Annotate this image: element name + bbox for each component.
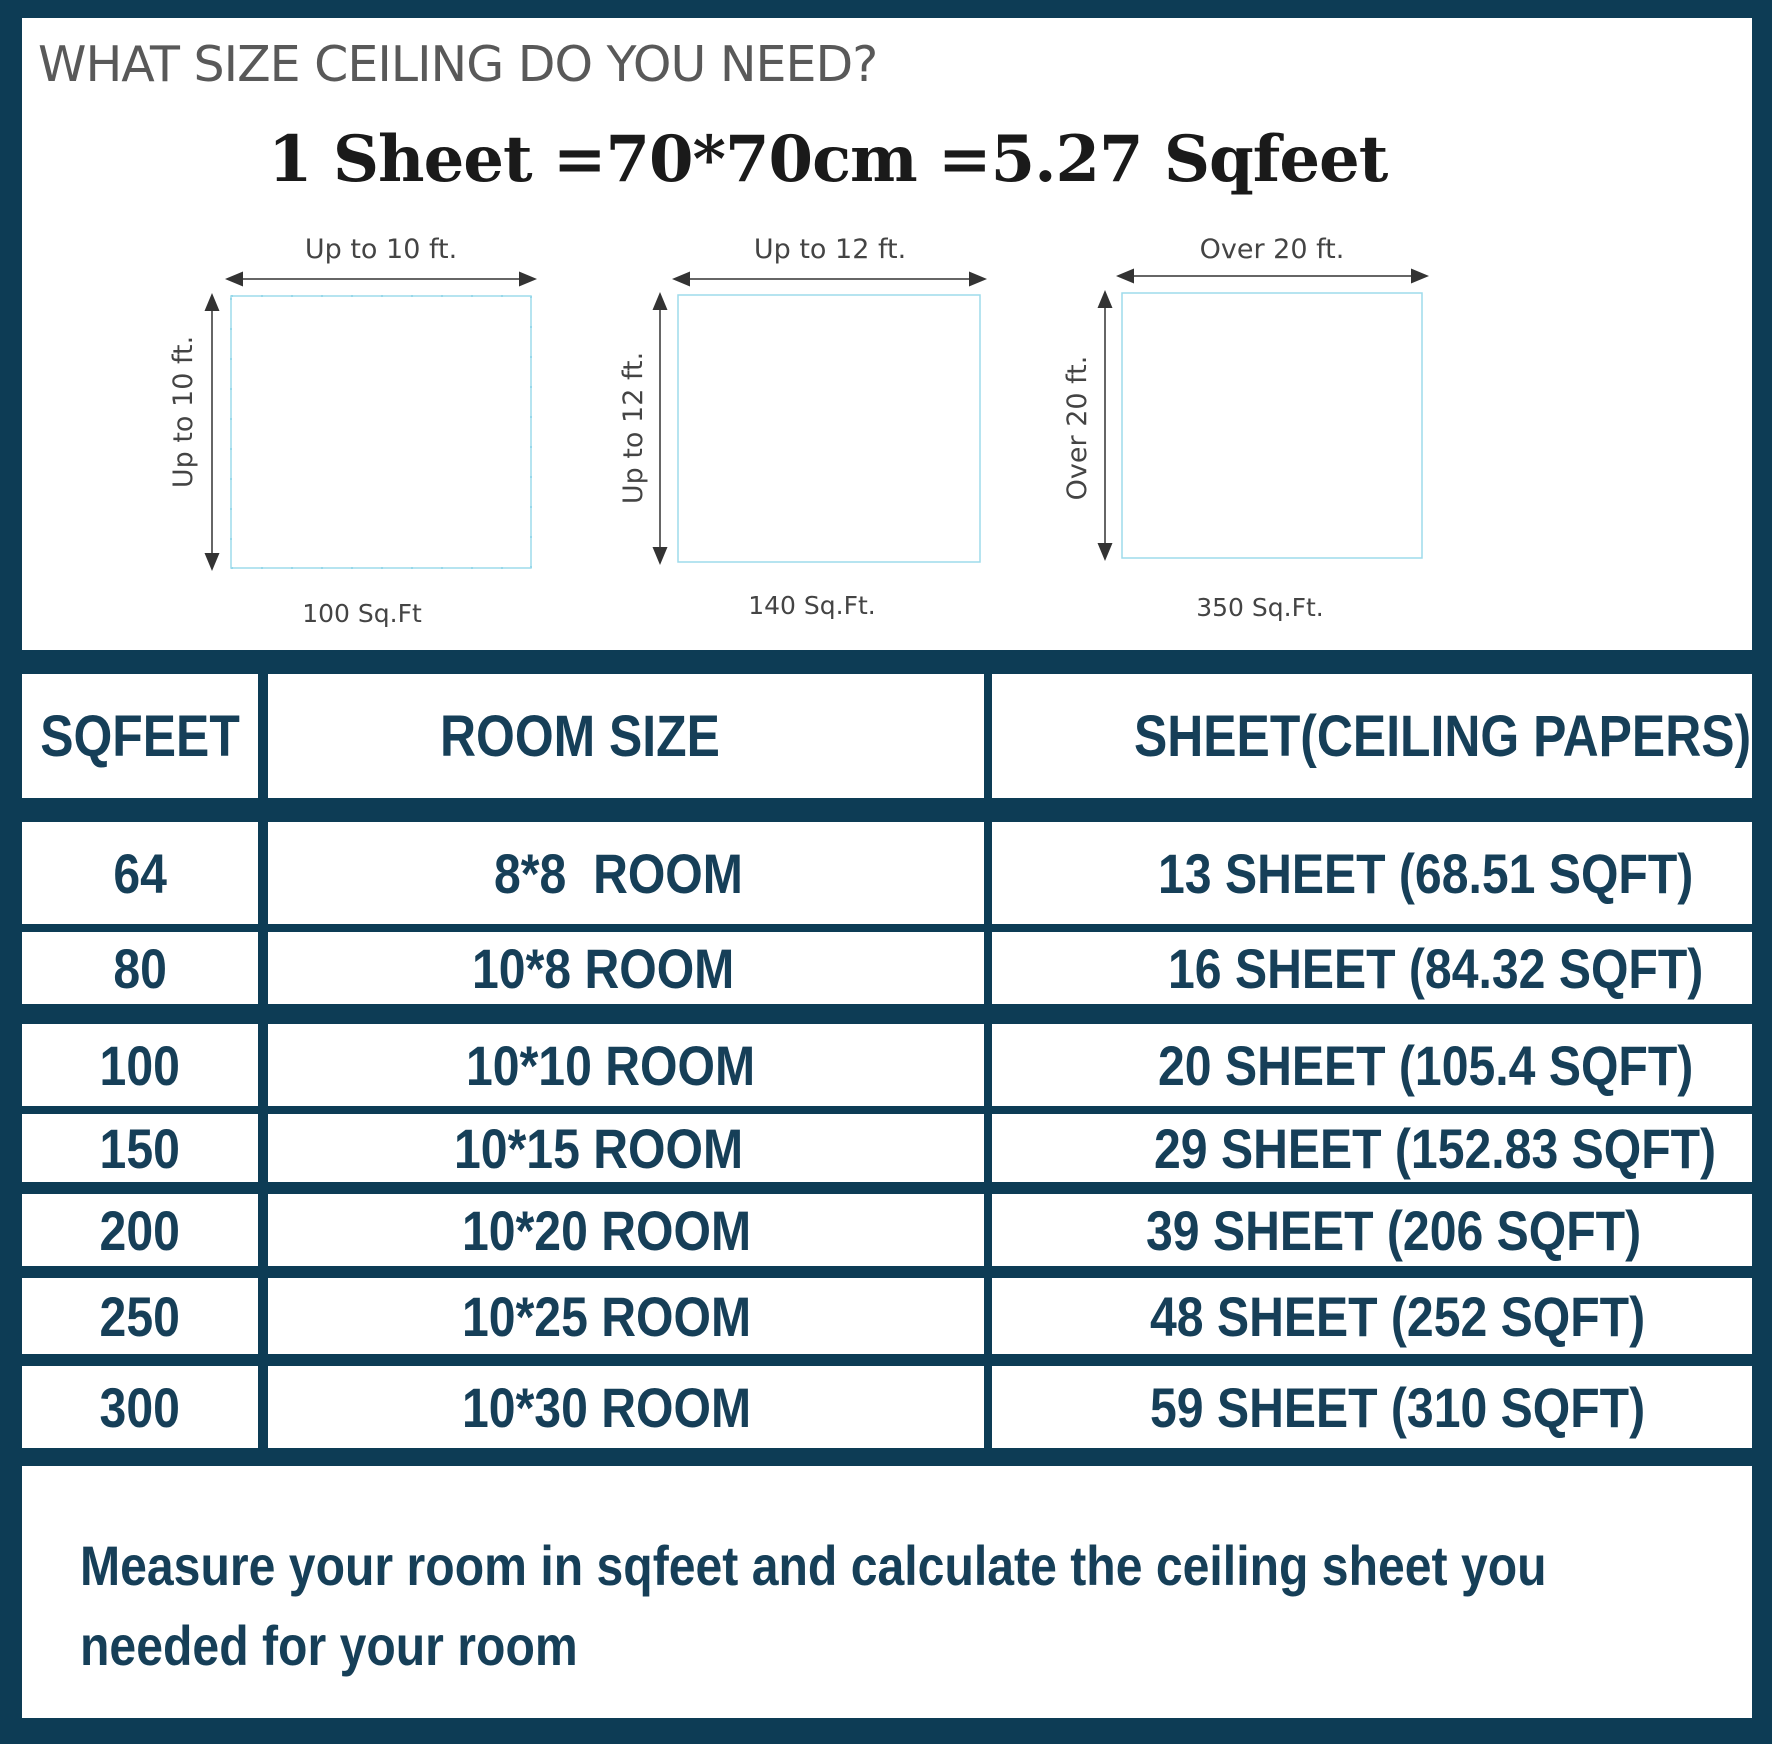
table-cell-sheets: 16 SHEET (84.32 SQFT)	[992, 932, 1752, 1004]
table-cell-sheets: 48 SHEET (252 SQFT)	[992, 1278, 1752, 1354]
table-header-cell: SHEET(CEILING PAPERS)	[992, 674, 1752, 798]
table-cell-room-size: 10*15 ROOM	[268, 1114, 984, 1182]
area-label: 350 Sq.Ft.	[1196, 593, 1324, 622]
height-label: Up to 10 ft.	[168, 335, 199, 489]
ceiling-size-panel	[22, 18, 1752, 650]
table-cell-room-size: 10*20 ROOM	[268, 1194, 984, 1266]
room-diagrams	[22, 18, 1752, 650]
room-square-small	[231, 296, 531, 568]
table-cell-sqfeet: 100	[22, 1024, 258, 1106]
width-label: Up to 10 ft.	[304, 234, 458, 265]
table-cell-sqfeet: 150	[22, 1114, 258, 1182]
table-cell-sheets: 20 SHEET (105.4 SQFT)	[992, 1024, 1752, 1106]
table-cell-sheets: 13 SHEET (68.51 SQFT)	[992, 822, 1752, 924]
instruction-panel	[22, 1466, 1752, 1718]
height-label: Up to 12 ft.	[618, 351, 649, 505]
table-cell-sqfeet: 300	[22, 1366, 258, 1448]
room-square-medium	[678, 295, 980, 562]
table-cell-sheets: 39 SHEET (206 SQFT)	[992, 1194, 1752, 1266]
table-cell-room-size: 10*25 ROOM	[268, 1278, 984, 1354]
height-label: Over 20 ft.	[1062, 355, 1093, 501]
table-cell-sheets: 29 SHEET (152.83 SQFT)	[992, 1114, 1752, 1182]
width-label: Up to 12 ft.	[753, 234, 907, 265]
sheet-size-formula: 1 Sheet =70*70cm =5.27 Sqfeet	[268, 122, 1388, 197]
table-cell-room-size: 8*8 ROOM	[268, 822, 984, 924]
table-cell-sqfeet: 200	[22, 1194, 258, 1266]
diagram-room-large	[1062, 234, 1426, 622]
area-label: 100 Sq.Ft	[302, 599, 422, 628]
table-cell-sqfeet: 64	[22, 822, 258, 924]
table-cell-room-size: 10*8 ROOM	[268, 932, 984, 1004]
table-cell-sqfeet: 250	[22, 1278, 258, 1354]
sheet-calculation-table	[22, 674, 1752, 1458]
diagram-room-medium	[618, 234, 984, 620]
page-title: WHAT SIZE CEILING DO YOU NEED?	[38, 36, 878, 93]
area-label: 140 Sq.Ft.	[748, 591, 876, 620]
table-cell-sqfeet: 80	[22, 932, 258, 1004]
width-label: Over 20 ft.	[1199, 234, 1345, 265]
table-header-cell: SQFEET	[22, 674, 258, 798]
table-cell-room-size: 10*10 ROOM	[268, 1024, 984, 1106]
instruction-text: Measure your room in sqfeet and calculate the ceiling sheet you needed for your room	[80, 1534, 1547, 1677]
room-square-large	[1122, 293, 1422, 558]
diagram-room-small	[168, 234, 534, 628]
table-header-cell: ROOM SIZE	[268, 674, 984, 798]
table-cell-sheets: 59 SHEET (310 SQFT)	[992, 1366, 1752, 1448]
table-cell-room-size: 10*30 ROOM	[268, 1366, 984, 1448]
